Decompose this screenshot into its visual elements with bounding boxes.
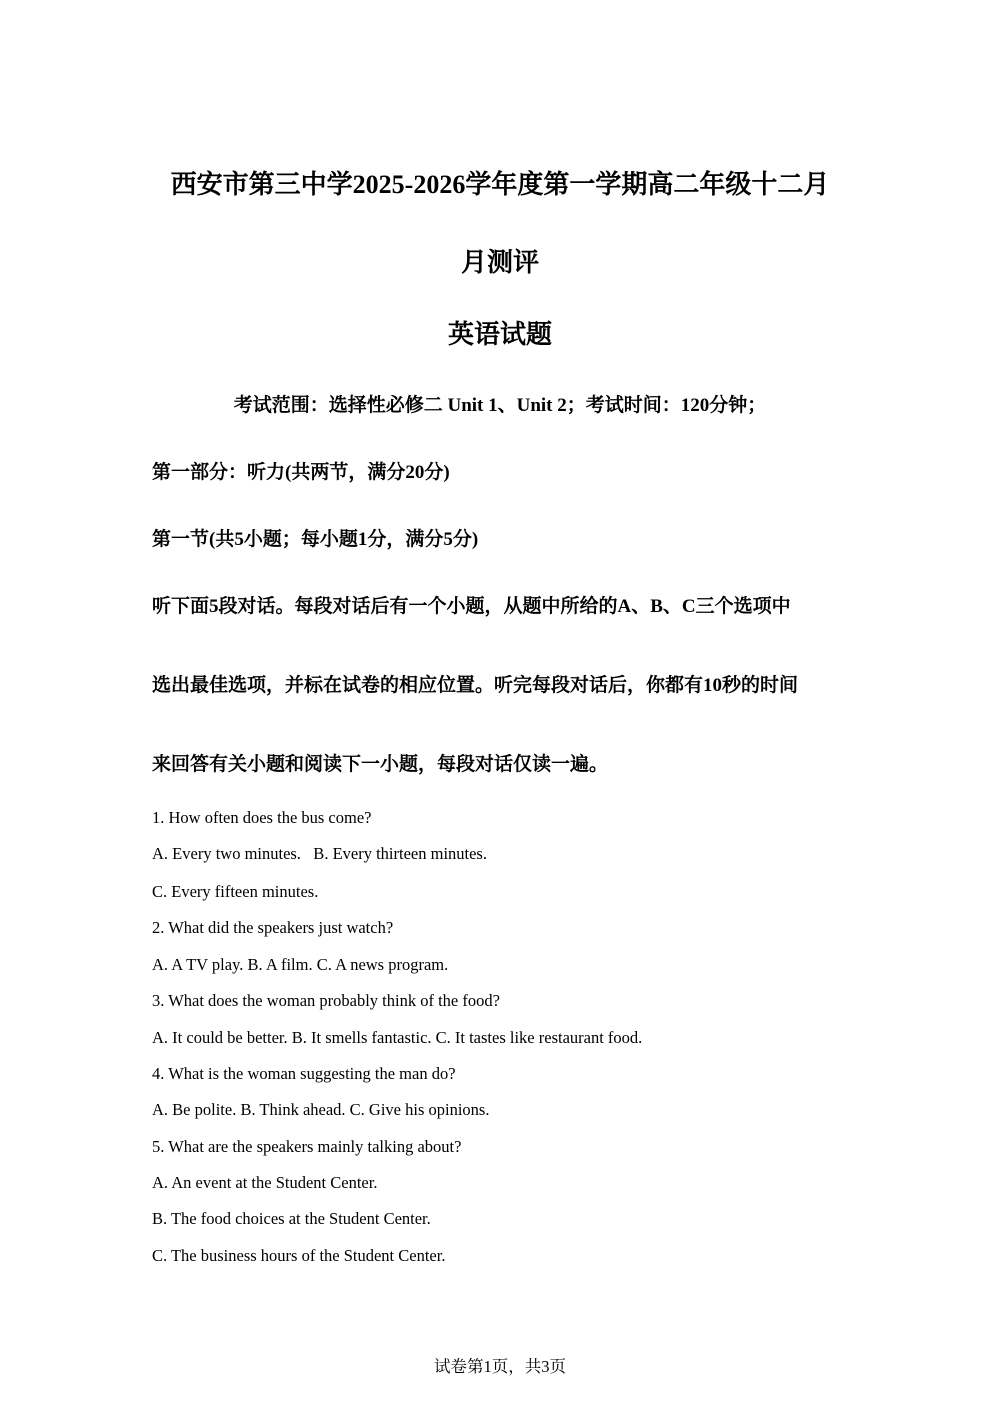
exam-scope: 考试范围：选择性必修二 Unit 1、Unit 2；考试时间：120分钟； <box>233 395 767 416</box>
instructions-line2: 选出最佳选项，并标在试卷的相应位置。听完每段对话后，你都有10秒的时间 <box>152 675 799 696</box>
question-5-option-a: A. An event at the Student Center. <box>152 1173 378 1192</box>
question-3-options: A. It could be better. B. It smells fantastic. C. It tastes like restaurant food. <box>152 1028 643 1047</box>
question-5-option-c: C. The business hours of the Student Center. <box>152 1246 446 1265</box>
exam-title-line2: 月测评 <box>460 248 539 277</box>
instructions-line3: 来回答有关小题和阅读下一小题，每段对话仅读一遍。 <box>152 754 609 775</box>
subject-title: 英语试题 <box>447 320 552 349</box>
question-1-options-ab: A. Every two minutes. B. Every thirteen minutes. <box>152 844 487 863</box>
page-footer: 试卷第1页，共3页 <box>434 1357 566 1376</box>
section1-heading: 第一节(共5小题；每小题1分，满分5分) <box>152 529 479 550</box>
exam-title-line1: 西安市第三中学2025-2026学年度第一学期高二年级十二月 <box>170 170 830 199</box>
question-2-options: A. A TV play. B. A film. C. A news program. <box>152 955 449 974</box>
question-1-stem: 1. How often does the bus come? <box>152 808 372 827</box>
question-1-option-c: C. Every fifteen minutes. <box>152 882 319 901</box>
question-2-stem: 2. What did the speakers just watch? <box>152 918 394 937</box>
question-5-stem: 5. What are the speakers mainly talking about? <box>152 1137 462 1156</box>
question-4-stem: 4. What is the woman suggesting the man do? <box>152 1064 456 1083</box>
instructions-line1: 听下面5段对话。每段对话后有一个小题，从题中所给的A、B、C三个选项中 <box>152 596 791 617</box>
question-3-stem: 3. What does the woman probably think of the food? <box>152 991 500 1010</box>
part1-heading: 第一部分：听力(共两节，满分20分) <box>152 462 450 483</box>
question-5-option-b: B. The food choices at the Student Center. <box>152 1209 431 1228</box>
question-4-options: A. Be polite. B. Think ahead. C. Give his opinions. <box>152 1100 490 1119</box>
